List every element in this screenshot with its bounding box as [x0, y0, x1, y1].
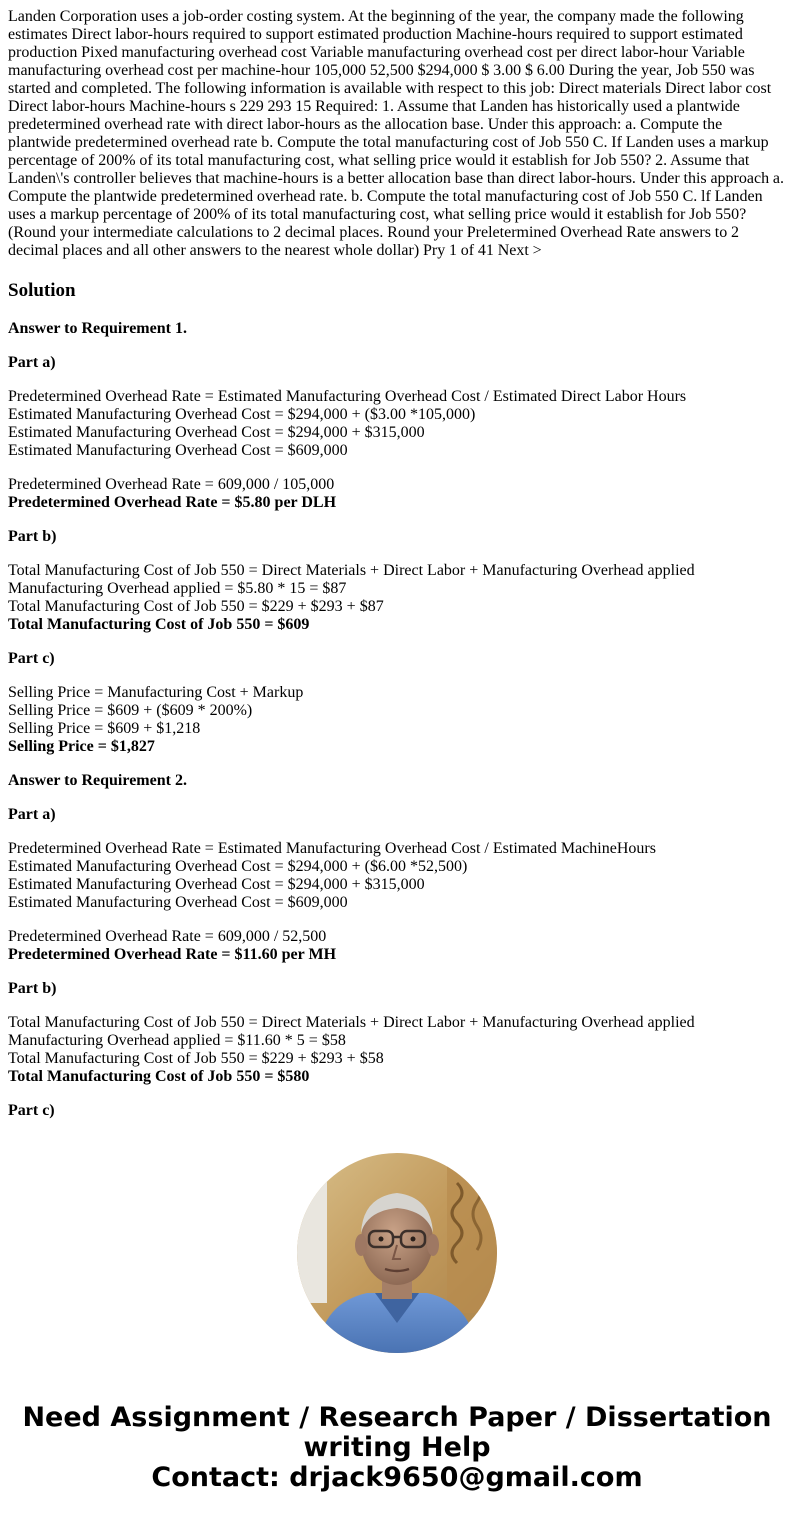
text-line: Selling Price = Manufacturing Cost + Markup: [8, 684, 304, 701]
text-line: Total Manufacturing Cost of Job 550 = Direct Materials + Direct Labor + Manufacturing Overhead applied: [8, 1014, 695, 1031]
text-line: Estimated Manufacturing Overhead Cost = $294,000 + ($3.00 *105,000): [8, 406, 476, 423]
req2-part-a-label: Part a): [8, 806, 56, 823]
req2-part-a-block: [8, 840, 786, 912]
promo-banner: [0, 1403, 794, 1493]
calc-line: Predetermined Overhead Rate = 609,000 / 52,500: [8, 928, 327, 945]
text-line: Total Manufacturing Cost of Job 550 = $229 + $293 + $58: [8, 1050, 384, 1067]
req1-part-a-block: [8, 388, 786, 460]
document-content: [8, 8, 786, 1136]
question-text: Landen Corporation uses a job-order costing system. At the beginning of the year, the company made the following estimates Direct labor-hours required to support estimated production Machine-hours required to support estimated production Pixed manufacturing overhead cost Variable manufacturing overhead cost per direct labor-hour Variable manufacturing overhead cost per machine-hour 105,000 52,500 $294,000 $ 3.00 $ 6.00 During the year, Job 550 was started and completed. The following information is available with respect to this job: Direct materials Direct labor cost Direct labor-hours Machine-hours s 229 293 15 Required: 1. Assume that Landen has historically used a plantwide predetermined overhead rate with direct labor-hours as the allocation base. Under this approach: a. Compute the plantwide predetermined overhead rate b. Compute the total manufacturing cost of Job 550 C. If Landen uses a markup percentage of 200% of its total manufacturing cost, what selling price would it establish for Job 550? 2. Assume that Landen\'s controller believes that machine-hours is a better allocation base than direct labor-hours. Under this approach a. Compute the plantwide predetermined overhead rate. b. Compute the total manufacturing cost of Job 550 C. lf Landen uses a markup percentage of 200% of its total manufacturing cost, what selling price would it establish for Job 550? (Round your intermediate calculations to 2 decimal places. Round your Preletermined Overhead Rate answers to 2 decimal places and all other answers to the nearest whole dollar) Pry 1 of 41 Next >: [8, 8, 784, 259]
author-avatar: [297, 1153, 497, 1353]
req1-part-c-block: [8, 684, 786, 756]
text-line: Total Manufacturing Cost of Job 550 = Direct Materials + Direct Labor + Manufacturing Overhead applied: [8, 562, 695, 579]
result-line: Predetermined Overhead Rate = $11.60 per MH: [8, 946, 337, 963]
req1-part-b-label: Part b): [8, 528, 57, 545]
req1-part-a-result-block: [8, 476, 786, 512]
result-line: Selling Price = $1,827: [8, 738, 155, 755]
promo-line-1: Need Assignment / Research Paper / Dissertation: [22, 1402, 772, 1433]
req2-part-b-label: Part b): [8, 980, 57, 997]
req2-heading: Answer to Requirement 2.: [8, 772, 187, 789]
author-portrait-image: [297, 1153, 497, 1353]
req1-part-c-label: Part c): [8, 650, 55, 667]
text-line: Estimated Manufacturing Overhead Cost = $294,000 + $315,000: [8, 876, 425, 893]
result-line: Total Manufacturing Cost of Job 550 = $580: [8, 1068, 310, 1085]
text-line: Estimated Manufacturing Overhead Cost = $294,000 + ($6.00 *52,500): [8, 858, 468, 875]
promo-contact: Contact: drjack9650@gmail.com: [151, 1462, 643, 1493]
req2-part-b-block: [8, 1014, 786, 1086]
req1-part-a-label: Part a): [8, 354, 56, 371]
req1-part-b-block: [8, 562, 786, 634]
text-line: Predetermined Overhead Rate = Estimated Manufacturing Overhead Cost / Estimated MachineHours: [8, 840, 656, 857]
text-line: Manufacturing Overhead applied = $5.80 * 15 = $87: [8, 580, 347, 597]
text-line: Estimated Manufacturing Overhead Cost = $294,000 + $315,000: [8, 424, 425, 441]
promo-line-2: writing Help: [303, 1432, 491, 1463]
calc-line: Predetermined Overhead Rate = 609,000 / 105,000: [8, 476, 335, 493]
req2-part-c-label: Part c): [8, 1102, 55, 1119]
text-line: Selling Price = $609 + $1,218: [8, 720, 201, 737]
text-line: Total Manufacturing Cost of Job 550 = $229 + $293 + $87: [8, 598, 384, 615]
req2-part-a-result-block: [8, 928, 786, 964]
text-line: Selling Price = $609 + ($609 * 200%): [8, 702, 253, 719]
req1-heading: Answer to Requirement 1.: [8, 320, 187, 337]
text-line: Predetermined Overhead Rate = Estimated Manufacturing Overhead Cost / Estimated Direct Labor Hours: [8, 388, 687, 405]
text-line: Estimated Manufacturing Overhead Cost = $609,000: [8, 894, 348, 911]
text-line: Manufacturing Overhead applied = $11.60 * 5 = $58: [8, 1032, 346, 1049]
result-line: Predetermined Overhead Rate = $5.80 per DLH: [8, 494, 337, 511]
text-line: Estimated Manufacturing Overhead Cost = $609,000: [8, 442, 348, 459]
solution-heading: Solution: [8, 280, 76, 301]
result-line: Total Manufacturing Cost of Job 550 = $609: [8, 616, 310, 633]
